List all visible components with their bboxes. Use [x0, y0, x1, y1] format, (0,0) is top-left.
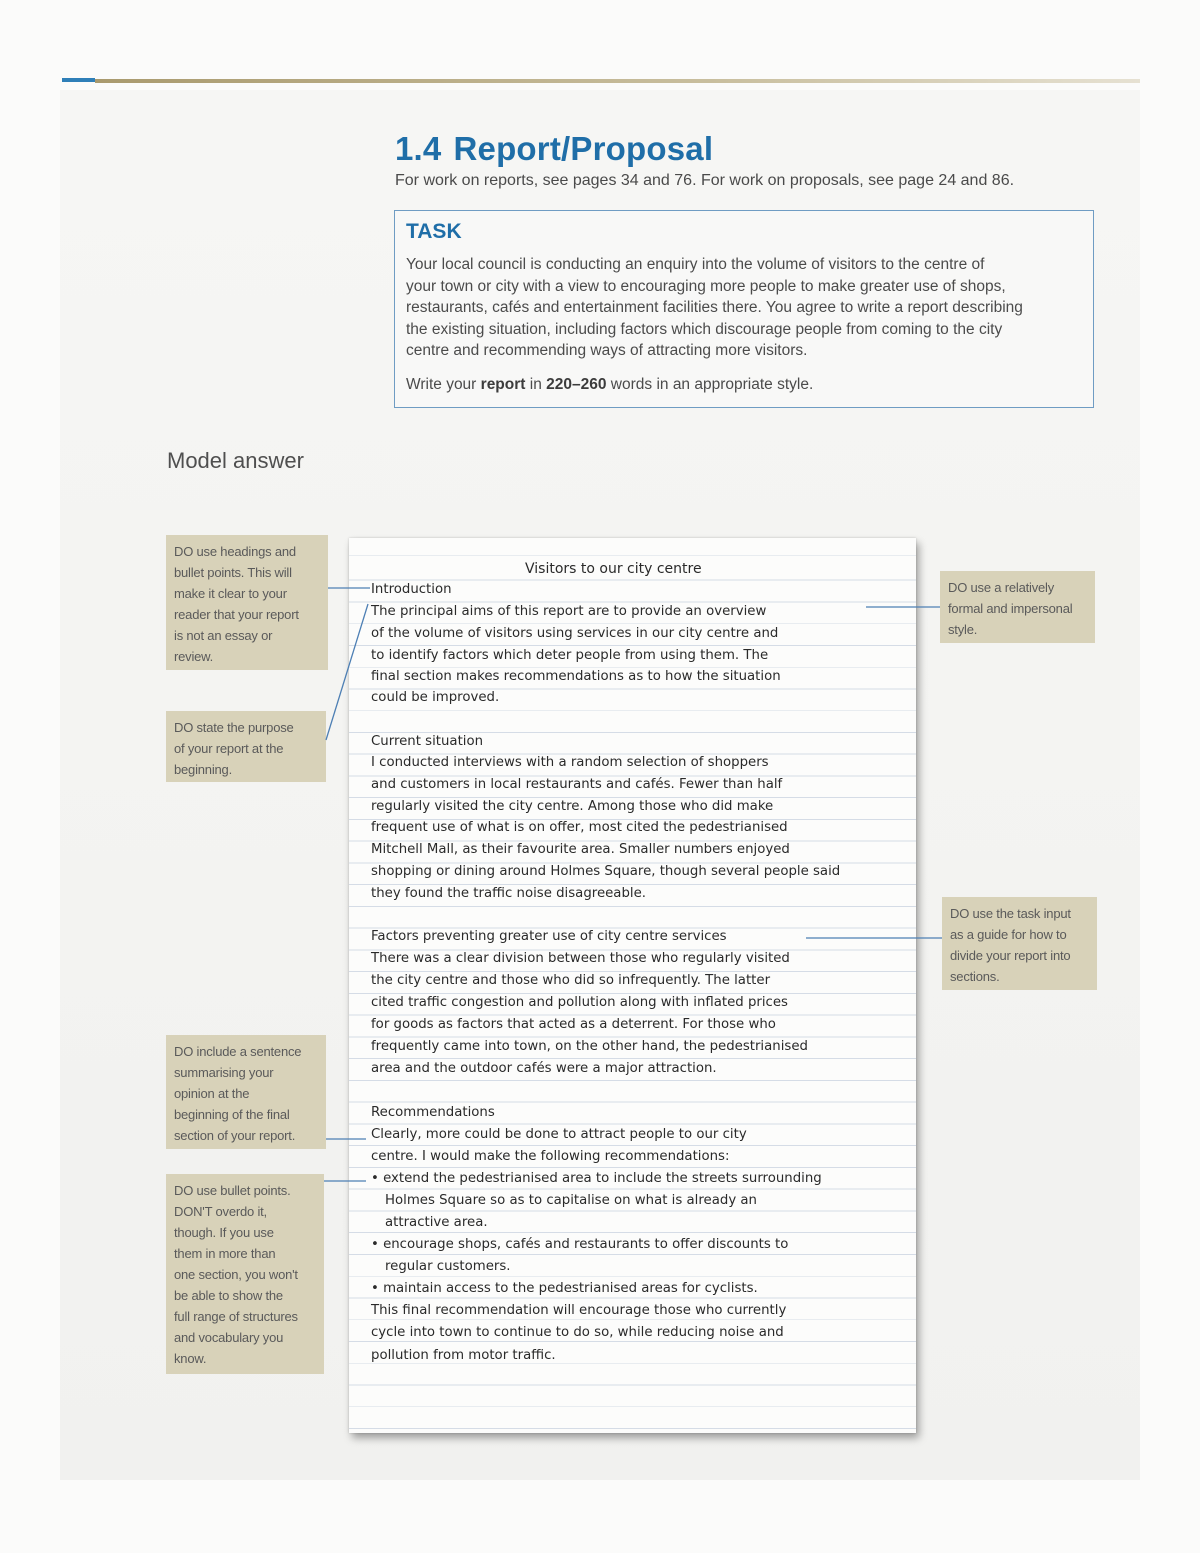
- answer-line: The principal aims of this report are to provide an overview: [371, 604, 767, 619]
- instruction-post: words in an appropriate style.: [606, 376, 814, 393]
- answer-line: area and the outdoor cafés were a major attraction.: [371, 1061, 717, 1076]
- note-line: DON'T overdo it,: [174, 1204, 267, 1219]
- answer-line: regular customers.: [385, 1259, 511, 1274]
- answer-line: Clearly, more could be done to attract people to our city: [371, 1127, 747, 1142]
- answer-line: pollution from motor traffic.: [371, 1348, 556, 1363]
- note-line: know.: [174, 1351, 207, 1366]
- answer-line: centre. I would make the following recommendations:: [371, 1149, 730, 1164]
- answer-line: they found the traffic noise disagreeable.: [371, 886, 646, 901]
- section-subtitle: For work on reports, see pages 34 and 76. For work on proposals, see page 24 and 86.: [395, 172, 1015, 189]
- note-line: summarising your: [174, 1065, 274, 1080]
- task-body-line: the existing situation, including factors which discourage people from coming to the city: [406, 320, 1003, 338]
- note-line: one section, you won't: [174, 1267, 298, 1282]
- note-line: DO include a sentence: [174, 1044, 302, 1059]
- answer-bullet: • encourage shops, cafés and restaurants to offer discounts to: [371, 1237, 789, 1252]
- task-body-line: centre and recommending ways of attracting more visitors.: [406, 342, 808, 359]
- answer-line: Current situation: [371, 734, 484, 749]
- note-line: opinion at the: [174, 1086, 250, 1101]
- answer-line: shopping or dining around Holmes Square, though several people said: [371, 864, 841, 879]
- note-line: sections.: [950, 969, 1000, 984]
- answer-line: cited traffic congestion and pollution along with inflated prices: [371, 995, 788, 1010]
- note-line: DO use bullet points.: [174, 1183, 291, 1198]
- answer-title: Visitors to our city centre: [525, 561, 702, 577]
- answer-line: Holmes Square so as to capitalise on what is already an: [385, 1193, 757, 1208]
- answer-line: Introduction: [371, 582, 452, 597]
- model-answer-heading: Model answer: [167, 448, 304, 473]
- task-heading: TASK: [406, 220, 462, 243]
- answer-line: Recommendations: [371, 1105, 495, 1120]
- note-line: section of your report.: [174, 1128, 296, 1143]
- answer-line: for goods as factors that acted as a deterrent. For those who: [371, 1017, 776, 1032]
- note-line: beginning of the final: [174, 1107, 290, 1122]
- answer-line: Mitchell Mall, as their favourite area. Smaller numbers enjoyed: [371, 842, 790, 857]
- instruction-mid: in: [525, 376, 547, 393]
- instruction-word-count: 220–260: [546, 376, 607, 393]
- answer-line: attractive area.: [385, 1215, 488, 1230]
- section-title-text: Report/Proposal: [453, 130, 714, 167]
- answer-line: the city centre and those who did so infrequently. The latter: [371, 973, 771, 988]
- note-line: full range of structures: [174, 1309, 298, 1324]
- note-line: beginning.: [174, 762, 232, 777]
- note-line: DO use headings and: [174, 544, 296, 559]
- task-body-line: restaurants, cafés and entertainment facilities there. You agree to write a report describing: [406, 299, 1023, 316]
- note-line: be able to show the: [174, 1288, 283, 1303]
- answer-line: frequently came into town, on the other hand, the pedestrianised: [371, 1039, 808, 1054]
- answer-line: to identify factors which deter people from using them. The: [371, 648, 769, 663]
- answer-bullet: • maintain access to the pedestrianised areas for cyclists.: [371, 1281, 758, 1296]
- answer-line: cycle into town to continue to do so, while reducing noise and: [371, 1325, 784, 1340]
- note-line: of your report at the: [174, 741, 284, 756]
- instruction-report: report: [480, 376, 526, 393]
- answer-line: Factors preventing greater use of city centre services: [371, 929, 727, 944]
- answer-line: final section makes recommendations as to how the situation: [371, 669, 781, 684]
- note-line: DO state the purpose: [174, 720, 294, 735]
- answer-line: could be improved.: [371, 690, 500, 705]
- task-body-line: your town or city with a view to encouraging more people to make greater use of shops,: [406, 277, 1006, 295]
- note-line: formal and impersonal: [948, 601, 1073, 616]
- note-line: as a guide for how to: [950, 927, 1067, 942]
- note-line: make it clear to your: [174, 586, 287, 601]
- answer-line: There was a clear division between those who regularly visited: [371, 951, 790, 966]
- note-line: divide your report into: [950, 948, 1071, 963]
- answer-line: regularly visited the city centre. Among those who did make: [371, 799, 774, 814]
- answer-line: This final recommendation will encourage those who currently: [371, 1303, 787, 1318]
- answer-line: I conducted interviews with a random selection of shoppers: [371, 755, 769, 770]
- section-number: 1.4: [395, 130, 442, 167]
- connector-line: [326, 604, 368, 740]
- task-body-line: Your local council is conducting an enquiry into the volume of visitors to the centre of: [406, 256, 985, 273]
- answer-line: of the volume of visitors using services in our city centre and: [371, 626, 779, 641]
- note-line: review.: [174, 649, 214, 664]
- note-line: them in more than: [174, 1246, 276, 1261]
- instruction-pre: Write your: [406, 376, 481, 393]
- note-line: and vocabulary you: [174, 1330, 284, 1345]
- note-line: bullet points. This will: [174, 565, 292, 580]
- note-line: DO use a relatively: [948, 580, 1055, 595]
- note-line: style.: [948, 622, 978, 637]
- note-line: DO use the task input: [950, 906, 1071, 921]
- answer-line: and customers in local restaurants and cafés. Fewer than half: [371, 777, 783, 792]
- answer-line: frequent use of what is on offer, most cited the pedestrianised: [371, 820, 788, 835]
- note-line: though. If you use: [174, 1225, 274, 1240]
- note-line: reader that your report: [174, 607, 299, 622]
- note-line: is not an essay or: [174, 628, 273, 643]
- answer-bullet: • extend the pedestrianised area to include the streets surrounding: [371, 1171, 822, 1186]
